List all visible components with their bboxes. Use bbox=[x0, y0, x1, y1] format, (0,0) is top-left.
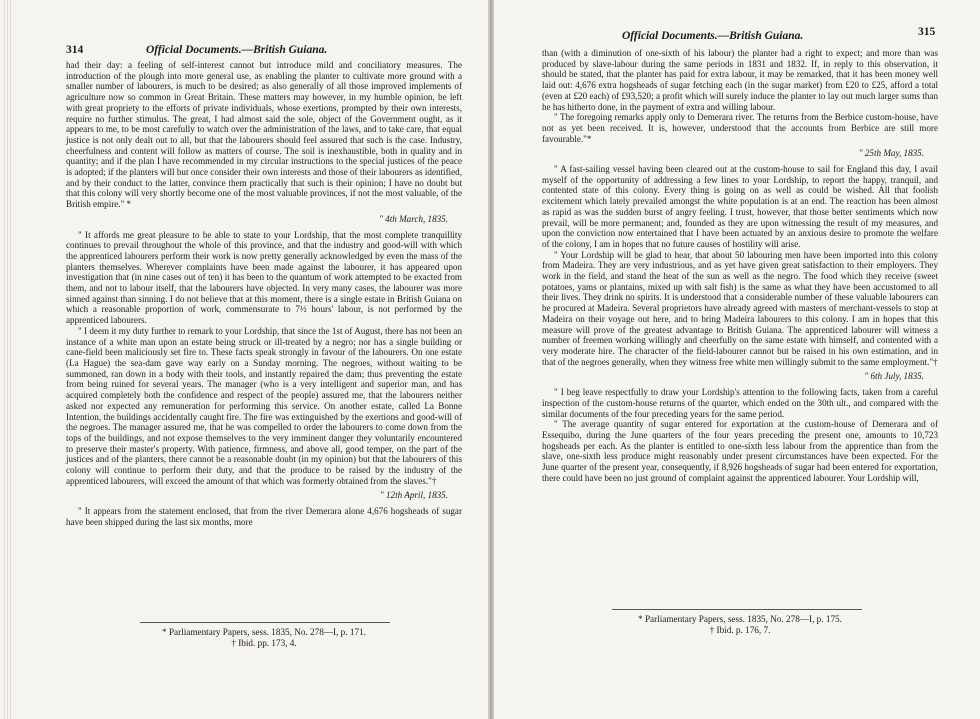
left-page bbox=[0, 0, 488, 719]
letter-date: " 4th March, 1835. bbox=[379, 213, 448, 224]
letter-date: " 6th July, 1835. bbox=[864, 371, 924, 382]
footnote: * Parliamentary Papers, sess. 1835, No. 278—I, p. 175. bbox=[638, 614, 842, 624]
paragraph: " The foregoing remarks apply only to Demerara river. The returns from the Berbice custom-house, have not as yet been received. It is, however, understood that the accounts from Berbice are still more favourable."* bbox=[542, 112, 938, 144]
page-number: 314 bbox=[66, 44, 84, 56]
paragraph: " Your Lordship will be glad to hear, that about 50 labouring men have been imported into this colony from Madeira. They are very industrious, and as yet have given great satisfaction to their employers. They work in the field, and stand the heat of the sun as well as the negro. The food which they receive (sweet potatoes, yams or plantains, mixed up with salt fish) is the same as what they have been accustomed to all their lives. They drink no spirits. It is understood that a considerable number of these valuable labourers can be procured at Madeira. Several proprietors have already agreed with masters of merchant-vessels to stop at Madeira on their voyage out here, and to bring Madeira labourers to this colony. I am in hopes that this measure will prove of the greatest advantage to British Guiana. The apprenticed labourer will witness a number of freemen working willingly and cheerfully on the same estate with himself, and contented with a very moderate hire. The character of the field-labourer cannot but be raised in his own estimation, and in that of the negroes generally, when they witness free white men willingly submit to the same employment."† bbox=[542, 249, 938, 367]
letter-date: " 12th April, 1835. bbox=[379, 490, 448, 501]
footnote: * Parliamentary Papers, sess. 1835, No. 278—I, p. 171. bbox=[162, 627, 366, 637]
right-footnotes bbox=[542, 614, 938, 636]
footnote-rule bbox=[612, 609, 862, 610]
running-title: Official Documents.—British Guiana. bbox=[622, 30, 804, 42]
running-title: Official Documents.—British Guiana. bbox=[146, 44, 328, 56]
left-footnotes bbox=[66, 627, 462, 649]
paragraph: " A fast-sailing vessel having been cleared out at the custom-house to sail for England this day, I avail myself of the opportunity of addressing a few lines to your Lordship, to report the happy, tranquil, and contented state of this colony. Every thing is going on as well as could be wished. All that foolish excitement which lately prevailed amongst the white population is at an end. The reaction has been almost as rapid as was the sudden burst of angry feeling. I trust, however, that those better sentiments which now prevail, will be more permanent; and, founded as they are upon witnessing the result of my measures, and upon the conviction now entertained that I have been actuated by an anxious desire to promote the welfare of the colony, I am in hopes that no future causes of hostility will arise. bbox=[542, 164, 938, 249]
paragraph: had their day: a feeling of self-interest cannot but introduce mild and conciliatory measures. The introduction of the plough into more general use, as enabling the planter to cultivate more ground with a smaller number of labourers, is much to be desired; as also generally of all those improved implements of agriculture now so common in Great Britain. These matters may however, in my humble opinion, be left with great propriety to the efforts of private individuals, whose exertions, prompted by their own interests, require no further stimulus. The great, I had almost said the sole, object of the Government ought, as it appears to me, to be most carefully to watch over the administration of the laws, and to take care, that equal justice is not only dealt out to all, but that the labourers should feel assured that such is the case. Industry, cheerfulness and content will follow as matters of course. The soil is inexhaustible, both in quality and in quantity; and if the plan I have recommended in my circular instructions to the special justices of the peace is adopted; if the planters will but once consider their own interests and those of their labourers as identified, and by their conduct to the latter, convince them practically that such is their opinion; I have no doubt but that this colony will very shortly become one of the most valuable provinces, if not the most valuable, of the British empire." * bbox=[66, 60, 462, 210]
footnote: † Ibid. pp. 173, 4. bbox=[231, 638, 297, 648]
paragraph: " I deem it my duty further to remark to your Lordship, that since the 1st of August, there has not been an instance of a white man upon an estate being struck or ill-treated by a negro; nor has a single building or cane-field been maliciously set fire to. These facts speak strongly in favour of the labourers. On one estate (La Hague) the sea-dam gave way early on a Sunday morning. The negroes, without waiting to be summoned, ran down in a body with their tools, and instantly repaired the dam; thus preventing the estate from being ruined for several years. The manager (who is a very intelligent and superior man, and has acquired completely both the confidence and respect of the people) assured me, that the labourers neither asked nor expected any remuneration for performing this service. On another estate, called La Bonne Intention, the buildings accidentally caught fire. The fire was extinguished by the exertions and good-will of the negroes. The manager assured me, that he was compelled to order the labourers to come down from the tops of the buildings, and not expose themselves to the very imminent danger they voluntarily encountered to preserve their master's property. With patience, firmness, and above all, good temper, on the part of the justices and of the planters, there cannot be a reasonable doubt (in my opinion) but that the labourers of this colony will continue to perform their duty, and that the produce to be raised by the industry of the apprenticed labourers, will exceed the amount of that which was formerly obtained from the slaves."† bbox=[66, 325, 462, 486]
paragraph: " I beg leave respectfully to draw your Lordship's attention to the following facts, taken from a careful inspection of the custom-house returns of the quarter, which ended on the 30th ult., and compared with the similar documents of the four preceding years for the same period. bbox=[542, 387, 938, 419]
letter-date: " 25th May, 1835. bbox=[858, 148, 924, 159]
paragraph: than (with a diminution of one-sixth of his labour) the planter had a right to expect; and more than was produced by slave-labour during the same periods in 1831 and 1832. If, in reply to this observation, it should be stated, that the planter has paid for extra labour, it may be remarked, that it has been money well laid out: 4,676 extra hogsheads of sugar fetching each (in the sugar market) from £20 to £25, afford a total (even at £20 each) of £93,520; a profit which will surely induce the planter to lay out much larger sums than he has hitherto done, in the payment of extra and willing labour. bbox=[542, 48, 938, 112]
paragraph: " It affords me great pleasure to be able to state to your Lordship, that the most complete tranquillity continues to prevail throughout the whole of this province, and that the industry and good-will with which the apprenticed labourers perform their work is now pretty generally acknowledged by even the mass of the planters themselves. Wherever complaints have been made against the labourer, it has appeared upon investigation that (in nine cases out of ten) it has been to the quantum of work attempted to be exacted from them, and not to labour itself, that the labourers have objected. In very many cases, the labourer was more sinned against than sinning. I do not believe that at this moment, there is a single estate in British Guiana on which a reasonable proportion of work, commensurate to 7½ hours' labour, is not performed by the apprenticed labourers. bbox=[66, 229, 462, 326]
page-number: 315 bbox=[918, 26, 936, 38]
paragraph: " The average quantity of sugar entered for exportation at the custom-house of Demerara and of Essequibo, during the June quarters of the four years preceding the present one, amounts to 10,723 hogsheads per each. As the planter is entitled to one-sixth less labour from the apprentice than from the slave, one-sixth less produce might reasonably under present circumstances have been expected. For the June quarter of the present year, consequently, if 8,926 hogsheads of sugar had been entered for exportation, there could have been no just ground of complaint against the apprenticed labourer. Your Lordship will, bbox=[542, 419, 938, 483]
footnote: † Ibid. p. 176, 7. bbox=[709, 625, 771, 635]
paragraph: " It appears from the statement enclosed, that from the river Demerara alone 4,676 hogsheads of sugar have been shipped during the last six months, more bbox=[66, 506, 462, 527]
page-edge bbox=[4, 0, 12, 719]
left-text-column bbox=[66, 60, 462, 528]
right-page bbox=[494, 0, 980, 719]
right-text-column bbox=[542, 48, 938, 483]
footnote-rule bbox=[140, 622, 390, 623]
